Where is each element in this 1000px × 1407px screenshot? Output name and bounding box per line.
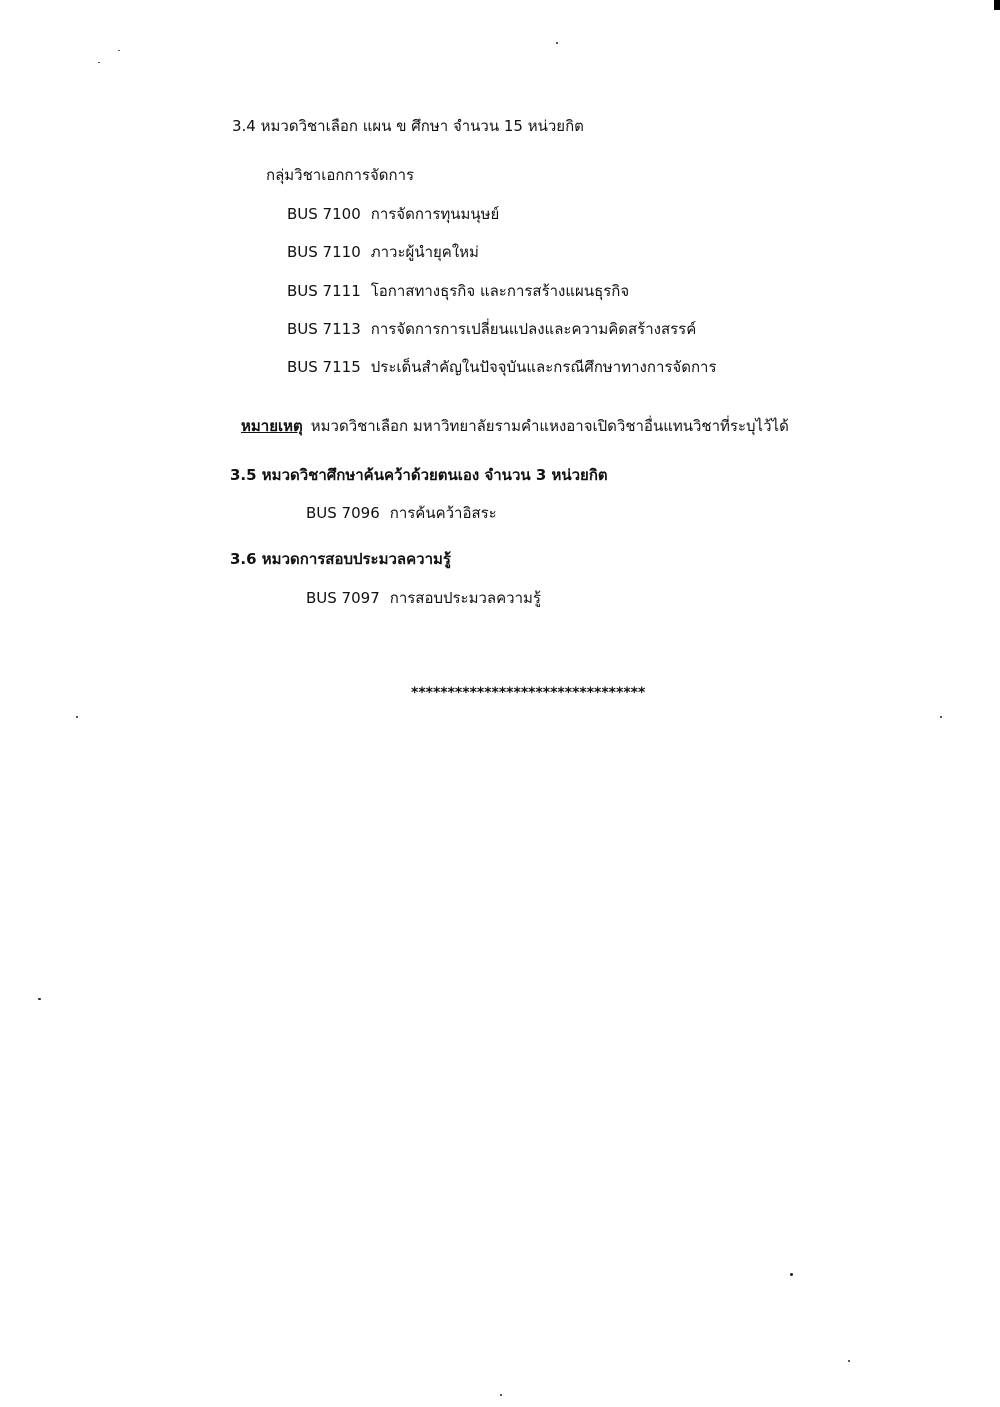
scan-speck [38,998,41,1000]
course-title: การจัดการทุนมนุษย์ [370,205,500,223]
course-title: การจัดการการเปลี่ยนแปลงและความคิดสร้างสรรค์ [370,320,697,338]
section-3-6-heading: 3.6 หมวดการสอบประมวลความรู้ [230,550,451,568]
course-code: BUS 7111 [287,282,361,300]
scan-speck [790,1273,793,1276]
section-3-4-heading: 3.4 หมวดวิชาเลือก แผน ข ศึกษา จำนวน 15 หน่วยกิต [232,117,584,135]
scan-edge-mark [994,0,1000,10]
course-row [287,280,629,302]
section-3-5-heading: 3.5 หมวดวิชาศึกษาค้นคว้าด้วยตนเอง จำนวน 3 หน่วยกิต [230,466,608,484]
course-title: โอกาสทางธุรกิจ และการสร้างแผนธุรกิจ [370,282,630,300]
course-code: BUS 7110 [287,243,361,261]
course-row [287,203,499,225]
course-title: การค้นคว้าอิสระ [389,504,497,522]
scan-speck [118,50,120,51]
course-row [306,502,497,524]
course-row [287,241,479,263]
course-row [306,587,541,609]
note-label: หมายเหตุ [241,417,303,435]
group-title: กลุ่มวิชาเอกการจัดการ [266,166,415,184]
course-code: BUS 7115 [287,358,361,376]
course-row [287,356,717,378]
course-code: BUS 7096 [306,504,380,522]
note-text: หมวดวิชาเลือก มหาวิทยาลัยรามคำแหงอาจเปิดวิชาอื่นแทนวิชาที่ระบุไว้ได้ [310,417,789,435]
course-row [287,318,696,340]
course-code: BUS 7113 [287,320,361,338]
course-title: การสอบประมวลความรู้ [389,589,541,607]
course-title: ประเด็นสำคัญในปัจจุบันและกรณีศึกษาทางการจัดการ [370,358,717,376]
scan-speck [500,1394,502,1396]
scan-speck [98,62,100,63]
course-title: ภาวะผู้นำยุคใหม่ [370,243,479,261]
end-marker: ******************************** [411,685,646,701]
note-line [241,415,789,437]
scan-speck [848,1360,850,1362]
course-code: BUS 7097 [306,589,380,607]
scan-speck [76,716,78,718]
course-code: BUS 7100 [287,205,361,223]
scan-speck [940,716,942,718]
scan-speck [556,42,558,44]
